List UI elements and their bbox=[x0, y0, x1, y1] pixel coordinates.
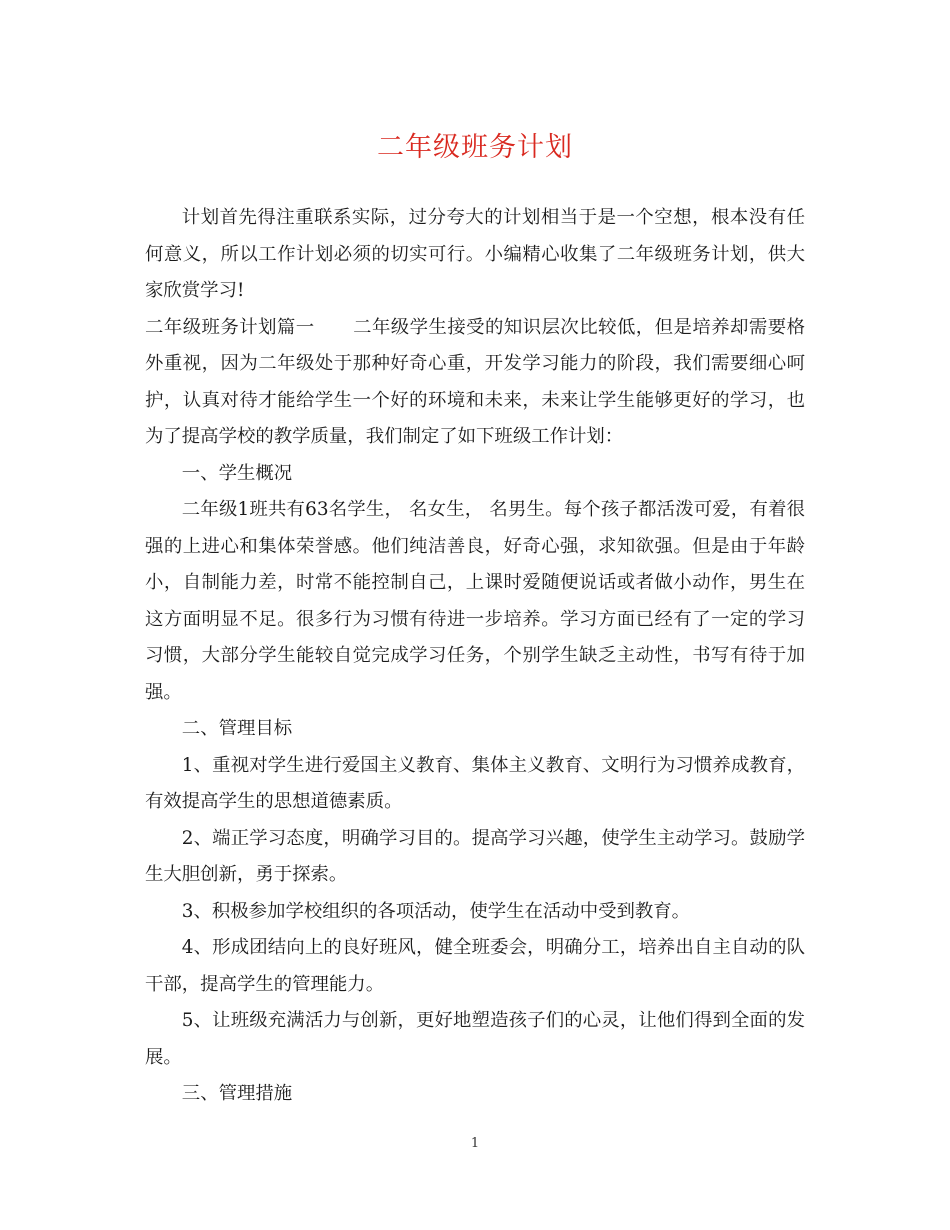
intro-paragraph: 计划首先得注重联系实际，过分夸大的计划相当于是一个空想，根本没有任何意义，所以工作计划必须的切实可行。小编精心收集了二年级班务计划，供大家欣赏学习! bbox=[145, 207, 805, 301]
section-heading-2: 二、管理目标 bbox=[181, 718, 293, 739]
part-paragraph bbox=[145, 310, 805, 456]
goal-item-5: 5、让班级充满活力与创新，更好地塑造孩子们的心灵，让他们得到全面的发展。 bbox=[145, 1010, 805, 1068]
page-number: 1 bbox=[470, 1136, 480, 1151]
document-body bbox=[145, 200, 805, 1113]
goal-item-3: 3、积极参加学校组织的各项活动，使学生在活动中受到教育。 bbox=[181, 900, 691, 922]
section-heading-1: 一、学生概况 bbox=[181, 462, 293, 484]
document-title: 二年级班务计划 bbox=[377, 132, 573, 163]
section-paragraph-1: 二年级1班共有63名学生， 名女生， 名男生。每个孩子都活泼可爱，有着很强的上进心和集体荣誉感。他们纯洁善良，好奇心强，求知欲强。但是由于年龄小，自制能力差，时常不能控制自己，上课时爱随便说话或者做小动作，男生在这方面明显不足。很多行为习惯有待进一步培养。学习方面已经有了一定的学习习惯，大部分学生能较自觉完成学习任务，个别学生缺乏主动性，书写有待于加强。 bbox=[145, 499, 805, 703]
part-label: 二年级班务计划篇一 bbox=[145, 316, 315, 338]
goal-item-4: 4、形成团结向上的良好班风，健全班委会，明确分工，培养出自主自动的队干部，提高学生的管理能力。 bbox=[145, 937, 805, 995]
section-heading-3: 三、管理措施 bbox=[181, 1083, 293, 1104]
goal-item-1: 1、重视对学生进行爱国主义教育、集体主义教育、文明行为习惯养成教育，有效提高学生的思想道德素质。 bbox=[145, 754, 805, 812]
part-text: 二年级学生接受的知识层次比较低，但是培养却需要格外重视，因为二年级处于那种好奇心重，开发学习能力的阶段，我们需要细心呵护，认真对待才能给学生一个好的环境和未来，未来让学生能够更好的学习，也为了提高学校的教学质量，我们制定了如下班级工作计划： bbox=[145, 316, 805, 447]
goal-item-2: 2、端正学习态度，明确学习目的。提高学习兴趣，使学生主动学习。鼓励学生大胆创新，勇于探索。 bbox=[145, 827, 805, 885]
